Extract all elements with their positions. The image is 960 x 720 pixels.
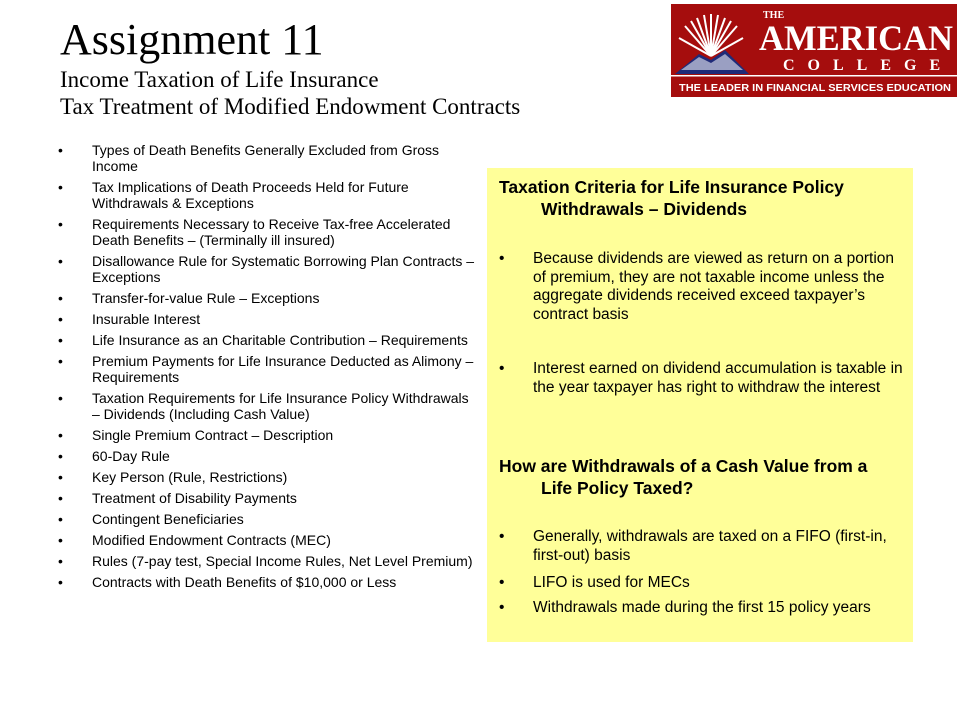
bullet-icon: • bbox=[58, 511, 63, 527]
list-item: • Life Insurance as an Charitable Contribution – Requirements bbox=[58, 332, 468, 348]
bullet-icon: • bbox=[58, 142, 63, 158]
list-item: • Premium Payments for Life Insurance Deducted as Alimony – Requirements bbox=[58, 353, 474, 385]
list-item: • Insurable Interest bbox=[58, 311, 201, 327]
bullet-icon: • bbox=[58, 532, 63, 548]
bullet-icon: • bbox=[58, 448, 63, 464]
list-item: • Taxation Requirements for Life Insurance Policy Withdrawals – Dividends (Including Cash Value) bbox=[58, 390, 469, 422]
list-item: • Tax Implications of Death Proceeds Held for Future Withdrawals & Exceptions bbox=[58, 179, 409, 211]
bullet-icon: • bbox=[58, 179, 63, 195]
logo-american-text: AMERICAN bbox=[759, 18, 953, 58]
topic-list bbox=[58, 142, 478, 595]
logo-tagline: THE LEADER IN FINANCIAL SERVICES EDUCATION bbox=[679, 82, 951, 94]
list-item: • Contingent Beneficiaries bbox=[58, 511, 244, 527]
list-item: • Modified Endowment Contracts (MEC) bbox=[58, 532, 331, 548]
bullet-icon: • bbox=[499, 599, 505, 616]
list-item: • Requirements Necessary to Receive Tax-free Accelerated Death Benefits – (Terminally ill insured) bbox=[58, 216, 451, 248]
list-item: • 60-Day Rule bbox=[58, 448, 170, 464]
bullet-icon: • bbox=[58, 353, 63, 369]
slide-subtitle-2: Tax Treatment of Modified Endowment Contracts bbox=[60, 94, 521, 119]
panel-point: • LIFO is used for MECs bbox=[499, 574, 690, 591]
sunburst-icon bbox=[679, 14, 743, 56]
slide-title-block bbox=[60, 14, 660, 120]
bullet-icon: • bbox=[58, 427, 63, 443]
bullet-icon: • bbox=[499, 250, 505, 267]
panel-point: • Interest earned on dividend accumulation is taxable in the year taxpayer has right to withdraw the interest bbox=[499, 360, 903, 396]
list-item: • Disallowance Rule for Systematic Borrowing Plan Contracts – Exceptions bbox=[58, 253, 475, 285]
bullet-icon: • bbox=[58, 390, 63, 406]
list-item: • Key Person (Rule, Restrictions) bbox=[58, 469, 288, 485]
bullet-icon: • bbox=[499, 360, 505, 377]
american-college-logo bbox=[671, 4, 957, 97]
list-item: • Rules (7-pay test, Special Income Rules, Net Level Premium) bbox=[58, 553, 473, 569]
bullet-icon: • bbox=[58, 574, 63, 590]
list-item: • Treatment of Disability Payments bbox=[58, 490, 297, 506]
panel-point: • Generally, withdrawals are taxed on a FIFO (first-in, first-out) basis bbox=[499, 528, 887, 564]
bullet-icon: • bbox=[58, 216, 63, 232]
panel-point: • Withdrawals made during the first 15 policy years bbox=[499, 599, 871, 616]
panel-point: • Because dividends are viewed as return on a portion of premium, they are not taxable income unless the aggregate dividends received exceed taxpayer’s contract basis bbox=[499, 250, 895, 323]
list-item: • Contracts with Death Benefits of $10,000 or Less bbox=[58, 574, 397, 590]
bullet-icon: • bbox=[58, 553, 63, 569]
bullet-icon: • bbox=[58, 469, 63, 485]
bullet-icon: • bbox=[58, 290, 63, 306]
withdrawals-panel bbox=[487, 168, 913, 642]
logo-graphic bbox=[671, 4, 957, 97]
list-item: • Types of Death Benefits Generally Excluded from Gross Income bbox=[58, 142, 440, 174]
bullet-icon: • bbox=[58, 490, 63, 506]
panel-heading-dividends: Taxation Criteria for Life Insurance Policy Withdrawals – Dividends bbox=[499, 177, 844, 219]
slide-title: Assignment 11 bbox=[60, 15, 324, 64]
bullet-icon: • bbox=[58, 311, 63, 327]
slide-subtitle-1: Income Taxation of Life Insurance bbox=[60, 67, 379, 92]
list-item: • Single Premium Contract – Description bbox=[58, 427, 334, 443]
panel-heading-cash-value: How are Withdrawals of a Cash Value from a Life Policy Taxed? bbox=[499, 456, 868, 498]
bullet-icon: • bbox=[499, 528, 505, 545]
bullet-icon: • bbox=[58, 332, 63, 348]
logo-college-text: COLLEGE bbox=[783, 57, 954, 74]
bullet-icon: • bbox=[58, 253, 63, 269]
logo-the-text: THE bbox=[763, 10, 785, 21]
bullet-icon: • bbox=[499, 574, 505, 591]
list-item: • Transfer-for-value Rule – Exceptions bbox=[58, 290, 320, 306]
